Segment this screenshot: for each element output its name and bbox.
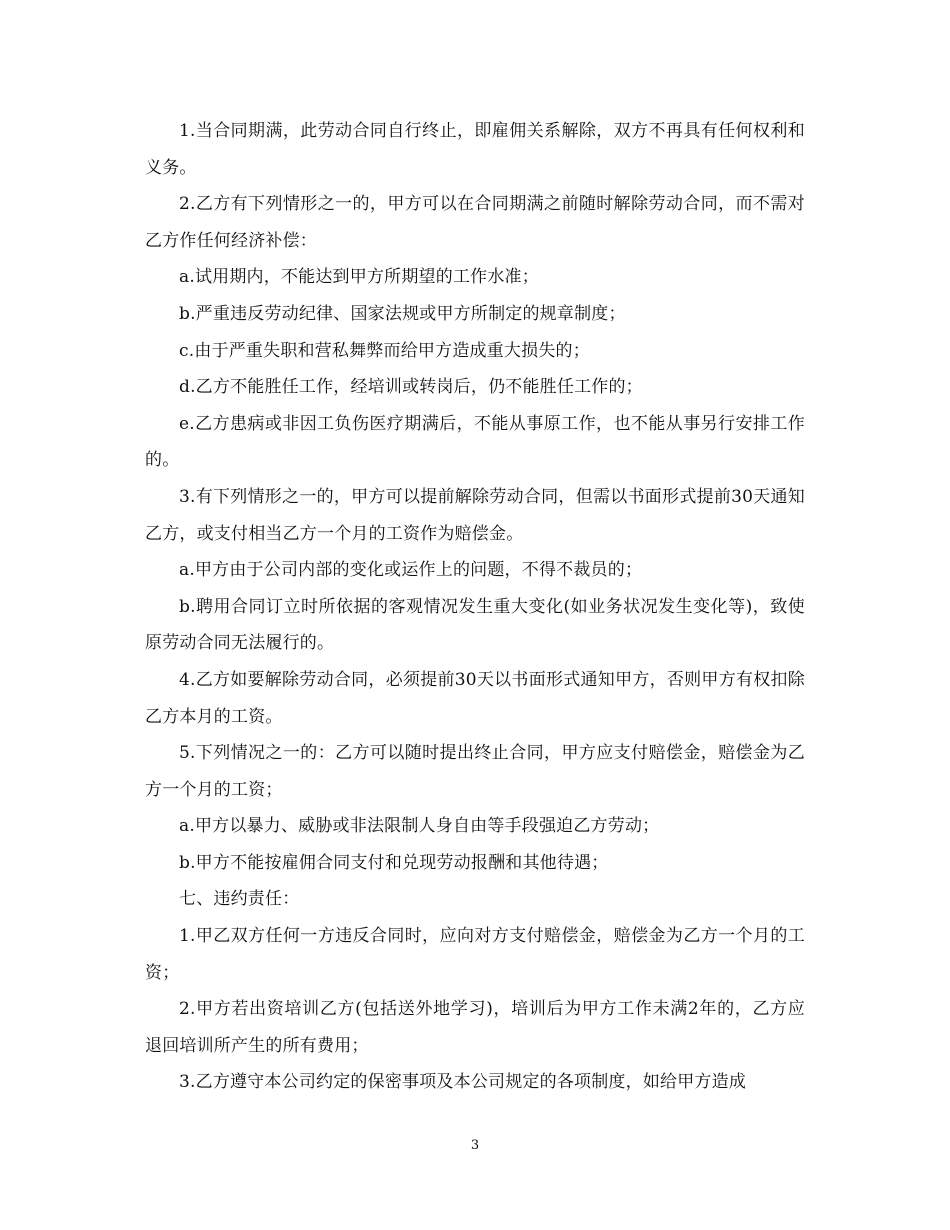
paragraph-1: 1.当合同期满，此劳动合同自行终止，即雇佣关系解除，双方不再具有任何权利和义务。	[145, 121, 805, 178]
paragraph-9: a.甲方由于公司内部的变化或运作上的问题，不得不裁员的；	[179, 560, 643, 581]
paragraph-11: 4.乙方如要解除劳动合同，必须提前30天以书面形式通知甲方，否则甲方有权扣除乙方本月的工资。	[145, 669, 805, 727]
paragraph-6: d.乙方不能胜任工作，经培训或转岗后，仍不能胜任工作的；	[179, 377, 643, 398]
paragraph-3: a.试用期内，不能达到甲方所期望的工作水准；	[179, 267, 539, 288]
paragraph-7: e.乙方患病或非因工负伤医疗期满后，不能从事原工作，也不能从事另行安排工作的。	[145, 413, 805, 471]
paragraph-2: 2.乙方有下列情形之一的，甲方可以在合同期满之前随时解除劳动合同，而不需对乙方作任何经济补偿：	[145, 194, 805, 251]
paragraph-4: b.严重违反劳动纪律、国家法规或甲方所制定的规章制度；	[179, 303, 626, 324]
paragraph-10: b.聘用合同订立时所依据的客观情况发生重大变化(如业务状况发生变化等)，致使原劳动合同无法履行的。	[145, 596, 805, 654]
paragraph-12: 5.下列情况之一的：乙方可以随时提出终止合同，甲方应支付赔偿金，赔偿金为乙方一个月的工资；	[145, 743, 805, 800]
page-number: 3	[470, 1138, 480, 1153]
paragraph-16: 1.甲乙双方任何一方违反合同时，应向对方支付赔偿金，赔偿金为乙方一个月的工资；	[145, 926, 805, 983]
paragraph-14: b.甲方不能按雇佣合同支付和兑现劳动报酬和其他待遇；	[179, 852, 609, 873]
paragraph-5: c.由于严重失职和营私舞弊而给甲方造成重大损失的；	[179, 340, 590, 361]
section-heading-liability: 七、违约责任：	[179, 889, 300, 910]
paragraph-18: 3.乙方遵守本公司约定的保密事项及本公司规定的各项制度，如给甲方造成	[179, 1072, 747, 1093]
paragraph-8: 3.有下列情形之一的，甲方可以提前解除劳动合同，但需以书面形式提前30天通知乙方，或支付相当乙方一个月的工资作为赔偿金。	[145, 486, 805, 544]
paragraph-17: 2.甲方若出资培训乙方(包括送外地学习)，培训后为甲方工作未满2年的，乙方应退回培训所产生的所有费用；	[145, 999, 805, 1056]
paragraph-13: a.甲方以暴力、威胁或非法限制人身自由等手段强迫乙方劳动；	[179, 816, 660, 837]
document-body	[145, 113, 805, 1101]
